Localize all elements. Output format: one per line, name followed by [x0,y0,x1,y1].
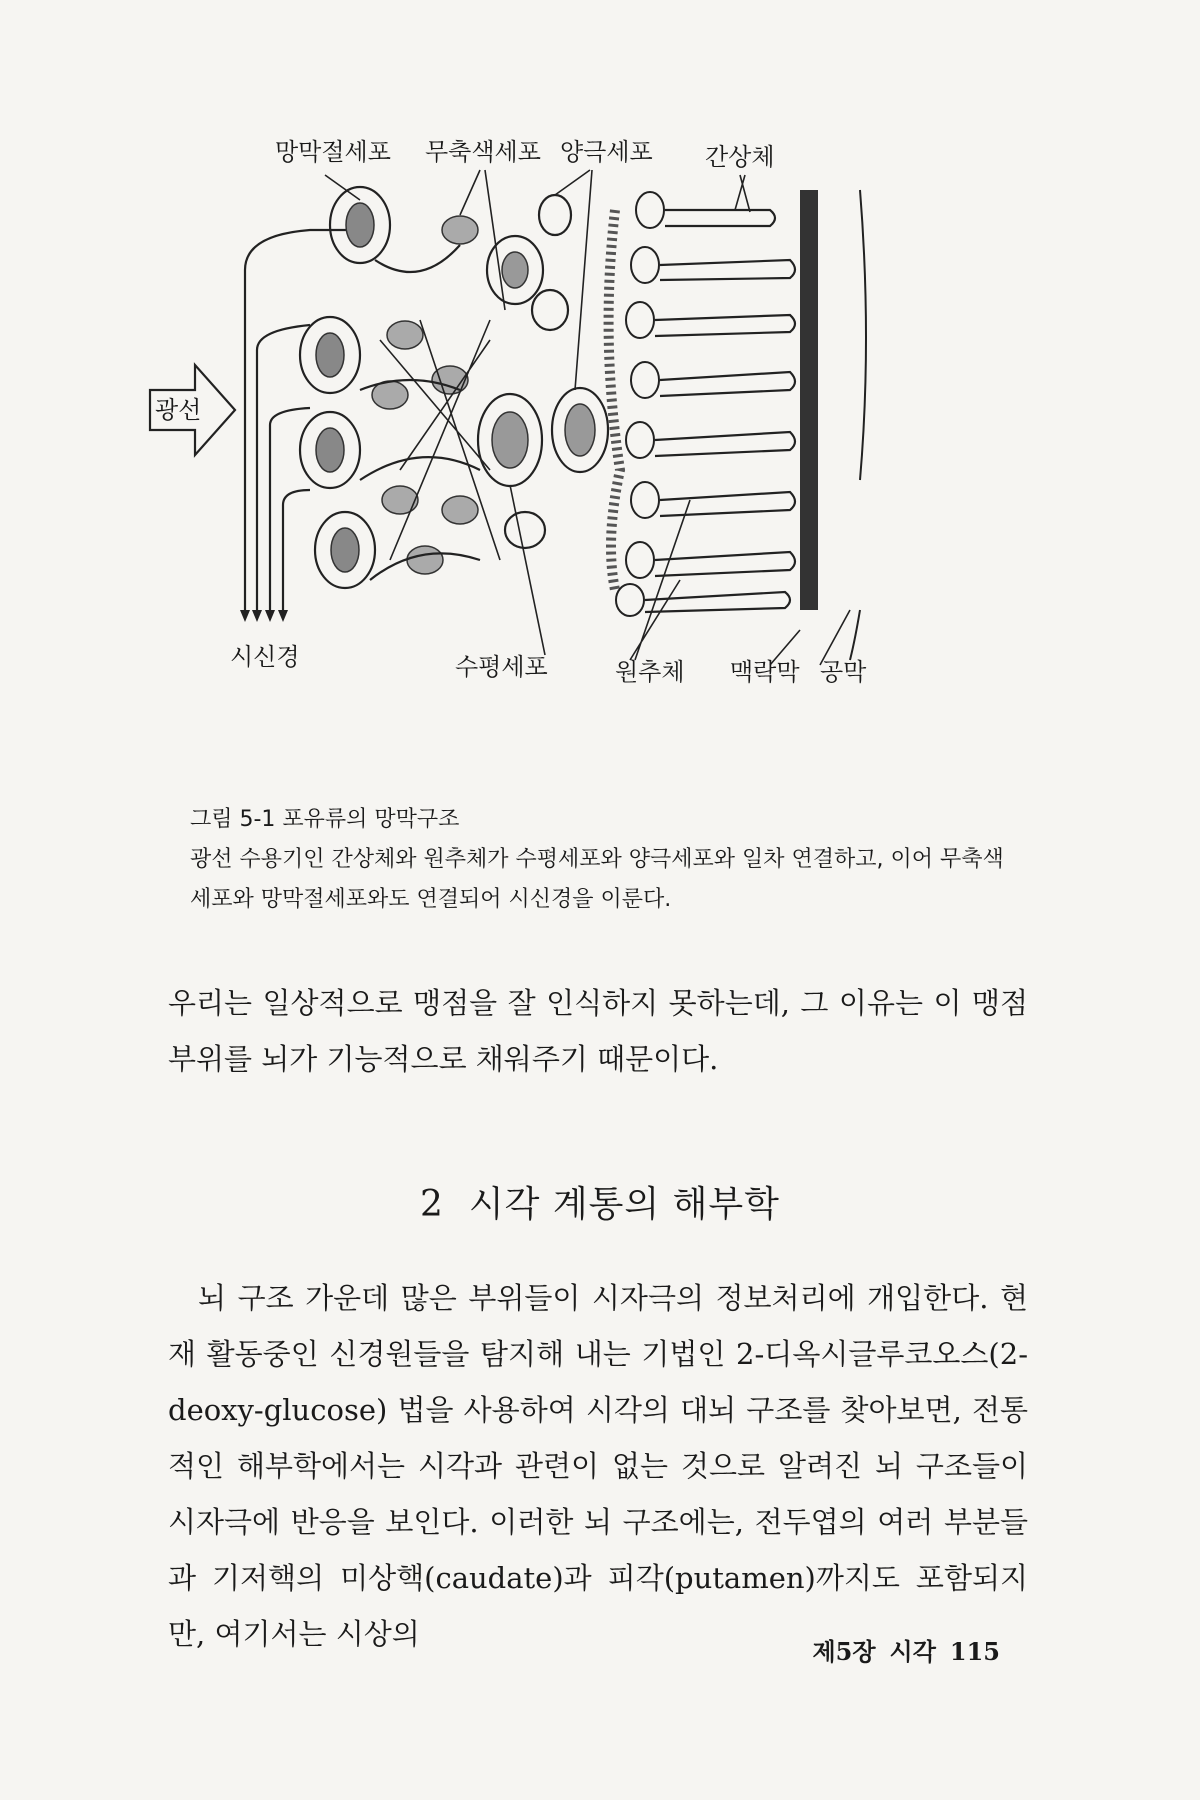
ganglion-nucleus-1 [346,203,374,247]
label-rod: 간상체 [705,143,775,171]
amacrine-cell-2 [387,321,423,349]
section-number: 2 [420,1184,444,1225]
crossing-lines [380,320,500,560]
optic-fiber-4 [283,490,310,610]
paragraph-anatomy: 뇌 구조 가운데 많은 부위들이 시자극의 정보처리에 개입한다. 현재 활동중인 신경원들을 탐지해 내는 기법인 2-디옥시글루코오스(2-deoxy-glucose) 법을 사용하여 시각의 대뇌 구조를 찾아보면, 전통적인 해부학에서는 시각과 관련이 없는 것으로 알려진 뇌 구조들이 시자극에 반응을 보인다. 이러한 뇌 구조에는, 전두엽의 여러 부분들과 기저핵의 미상핵(caudate)과 피각(putamen)까지도 포함되지만, 여기서는 시상의 [168,1281,1028,1651]
bipolar-cell-5 [539,195,571,235]
page-footer [798,1632,1000,1667]
section-heading [0,1176,1200,1227]
rod-2 [655,315,795,336]
cone-3 [660,492,795,516]
label-cone: 원추체 [615,658,685,686]
label-ganglion: 망막절세포 [275,138,391,166]
retina-structure-figure [155,138,1040,800]
choroid-band [800,190,818,610]
rod-3 [655,432,795,456]
bipolar-nucleus-1 [502,252,528,288]
plexiform-lines [360,245,480,580]
sclera-line-bottom [850,610,860,660]
label-bipolar: 양극세포 [560,138,653,166]
bipolar-cell-4 [505,512,545,548]
receptor-body-8 [616,584,644,616]
ganglion-nucleus-4 [331,528,359,572]
footer-chapter: 제5장 [812,1637,876,1666]
figure-caption [190,800,1020,920]
bipolar-nucleus-2 [565,404,595,456]
receptor-body-2 [631,247,659,283]
receptor-body-5 [626,422,654,458]
rod-4 [655,552,795,576]
cone-1 [660,260,795,280]
label-horizontal: 수평세포 [455,653,548,681]
bipolar-cell-3 [532,290,568,330]
horizontal-nucleus [492,412,528,468]
label-choroid: 맥락막 [730,658,800,686]
optic-nerve-arrows [240,610,288,622]
amacrine-cell-5 [382,486,418,514]
optic-fiber-3 [270,408,310,610]
ganglion-nucleus-3 [316,428,344,472]
caption-text: 광선 수용기인 간상체와 원추체가 수평세포와 양극세포와 일차 연결하고, 이어 무축색세포와 망막절세포와도 연결되어 시신경을 이룬다. [190,847,1004,912]
ganglion-nucleus-2 [316,333,344,377]
page-number: 115 [949,1637,1000,1666]
sclera-line-top [860,190,866,480]
label-light: 광선 [155,396,202,424]
receptor-body-6 [631,482,659,518]
label-sclera: 공막 [820,658,867,686]
amacrine-cell-6 [442,496,478,524]
retina-diagram [155,138,1040,800]
receptor-body-4 [631,362,659,398]
amacrine-cell-7 [407,546,443,574]
outer-plexiform-band [609,210,620,590]
rod-1 [665,210,775,226]
footer-title: 시각 [889,1637,936,1666]
amacrine-cell-1 [442,216,478,244]
cone-2 [660,372,795,396]
receptor-body-3 [626,302,654,338]
receptor-body-1 [636,192,664,228]
receptor-body-7 [626,542,654,578]
caption-title: 그림 5-1 포유류의 망막구조 [190,807,460,832]
label-amacrine: 무축색세포 [425,138,541,166]
section-title-text: 시각 계통의 해부학 [468,1184,780,1225]
label-optic-nerve: 시신경 [230,643,300,671]
paragraph-blind-spot: 우리는 일상적으로 맹점을 잘 인식하지 못하는데, 그 이유는 이 맹점 부위를 뇌가 기능적으로 채워주기 때문이다. [168,986,1028,1076]
